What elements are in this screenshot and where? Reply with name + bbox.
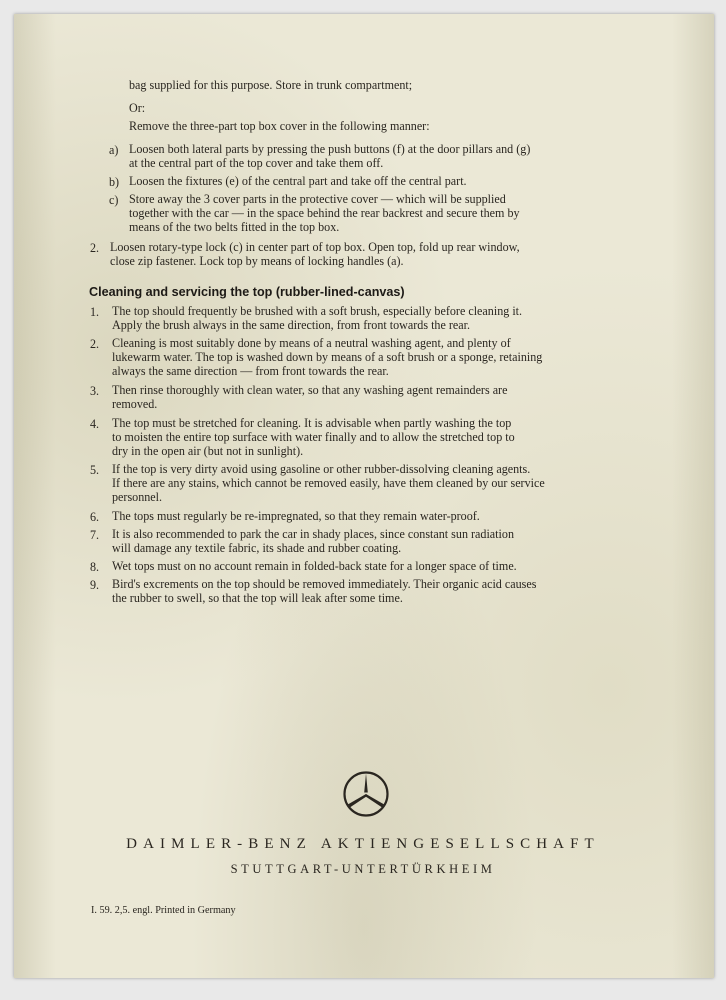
company-name: DAIMLER-BENZ AKTIENGESELLSCHAFT: [126, 836, 600, 852]
list-item-number: 2.: [90, 337, 100, 351]
list-item-number: 3.: [90, 384, 100, 398]
sub-item-a-line: at the central part of the top cover and take them off.: [129, 156, 384, 170]
sub-item-b-line: Loosen the fixtures (e) of the central part and take off the central part.: [129, 174, 467, 188]
step-2-line: Loosen rotary-type lock (c) in center part of top box. Open top, fold up rear window,: [110, 240, 520, 254]
step-2-line: close zip fastener. Lock top by means of locking handles (a).: [110, 254, 404, 268]
company-city: STUTTGART-UNTERTÜRKHEIM: [230, 862, 496, 876]
list-item-line: If there are any stains, which cannot be removed easily, have them cleaned by our service: [112, 476, 545, 490]
list-item-number: 8.: [90, 560, 100, 574]
list-item-line: lukewarm water. The top is washed down by means of a soft brush or a sponge, retaining: [112, 350, 543, 364]
list-item-line: Then rinse thoroughly with clean water, so that any washing agent remainders are: [112, 383, 508, 397]
list-item-number: 7.: [90, 528, 100, 542]
list-item-number: 9.: [90, 578, 100, 592]
sub-item-c-line: Store away the 3 cover parts in the protective cover — which will be supplied: [129, 192, 506, 206]
print-note: I. 59. 2,5. engl. Printed in Germany: [91, 905, 236, 916]
list-item-line: always the same direction — from front towards the rear.: [112, 364, 389, 378]
sub-item-a-line: Loosen both lateral parts by pressing the push buttons (f) at the door pillars and (g): [129, 142, 531, 156]
list-item-line: Wet tops must on no account remain in folded-back state for a longer space of time.: [112, 559, 517, 573]
remove-instruction: Remove the three-part top box cover in the following manner:: [129, 119, 430, 133]
list-item-line: The top should frequently be brushed with a soft brush, especially before cleaning it.: [112, 304, 523, 318]
list-item-line: personnel.: [112, 490, 163, 504]
mercedes-star-icon: [342, 770, 390, 818]
sub-item-marker: c): [109, 193, 119, 207]
list-item-line: the rubber to swell, so that the top will leak after some time.: [112, 591, 403, 605]
or-text: Or:: [129, 101, 146, 115]
list-item-number: 6.: [90, 510, 100, 524]
list-item-line: Apply the brush always in the same direction, from front towards the rear.: [112, 318, 471, 332]
list-item-number: 1.: [90, 305, 100, 319]
list-item-line: to moisten the entire top surface with water finally and to allow the stretched top to: [112, 430, 515, 444]
list-item-line: It is also recommended to park the car in shady places, since constant sun radiation: [112, 527, 514, 541]
list-item-line: Cleaning is most suitably done by means of a neutral washing agent, and plenty of: [112, 336, 511, 350]
list-item-line: Bird's excrements on the top should be removed immediately. Their organic acid causes: [112, 577, 537, 591]
list-item-line: dry in the open air (but not in sunlight).: [112, 444, 304, 458]
sub-item-marker: b): [109, 175, 120, 189]
step-marker: 2.: [90, 241, 100, 255]
list-item-number: 5.: [90, 463, 100, 477]
list-item-line: The tops must regularly be re-impregnated, so that they remain water-proof.: [112, 509, 480, 523]
list-item-line: The top must be stretched for cleaning. It is advisable when partly washing the top: [112, 416, 512, 430]
sub-item-c-line: means of the two belts fitted in the top box.: [129, 220, 340, 234]
list-item-line: If the top is very dirty avoid using gasoline or other rubber-dissolving cleaning agents.: [112, 462, 531, 476]
sub-item-marker: a): [109, 143, 119, 157]
continuation-text: bag supplied for this purpose. Store in trunk compartment;: [129, 78, 413, 92]
sub-item-c-line: together with the car — in the space behind the rear backrest and secure them by: [129, 206, 520, 220]
section-heading: Cleaning and servicing the top (rubber-lined-canvas): [89, 285, 405, 299]
list-item-line: will damage any textile fabric, its shade and rubber coating.: [112, 541, 402, 555]
list-item-line: removed.: [112, 397, 158, 411]
list-item-number: 4.: [90, 417, 100, 431]
